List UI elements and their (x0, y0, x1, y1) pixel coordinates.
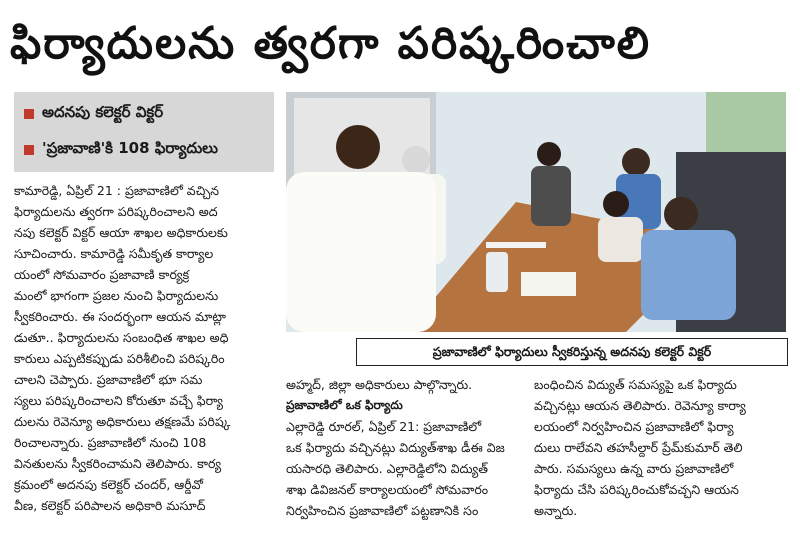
headline: ఫిర్యాదులను త్వరగా పరిష్కరించాలి (10, 18, 652, 69)
meeting-photo-illustration (286, 92, 786, 332)
article-line: శాఖ డివిజనల్ కార్యాలయంలో సోమవారం (286, 482, 489, 497)
article-line: అహ్మద్, జిల్లా అధికారులు పాల్గొన్నారు. (286, 377, 473, 392)
article-line: పారు. సమస్యలు ఉన్న వారు ప్రజావాణిలో (534, 461, 734, 476)
article-line: క్రమంలో అదనపు కలెక్టర్ చందర్, ఆర్డీవో (14, 477, 204, 492)
article-line: వినతులను స్వీకరించామని తెలిపారు. కార్య (14, 456, 222, 471)
article-line: వీణ, కలెక్టర్ పరిపాలన అధికారి మసూద్ (14, 498, 206, 513)
deck-item (14, 132, 274, 168)
deck-item (14, 96, 274, 132)
deck-line-2: 'ప్రజావాణి'కి 108 ఫిర్యాదులు (42, 139, 218, 157)
article-line: నిర్వహించిన ప్రజావాణిలో పట్టణానికి సం (286, 503, 479, 518)
article-line: ఎల్లారెడ్డి రూరల్, ఏప్రిల్ 21: ప్రజావాణిలో (286, 419, 482, 434)
article-line: దులను రెవెన్యూ అధికారులు తక్షణమే పరిష్క (14, 414, 231, 429)
article-line: కారులు ఎప్పటికప్పుడు పరిశీలించి పరిష్కరిం (14, 351, 225, 366)
article-line: దులు రాలేవని తహసీల్దార్ ప్రేమ్‌కుమార్ తెలి (534, 440, 743, 455)
article-line: నపు కలెక్టర్ విక్టర్ ఆయా శాఖల అధికారులకు (14, 225, 228, 240)
article-line: మంలో భాగంగా ప్రజల నుంచి ఫిర్యాదులను (14, 288, 219, 303)
deck-line-1: అదనపు కలెక్టర్ విక్టర్ (42, 103, 164, 121)
news-photo (286, 92, 786, 332)
article-line: రించాలన్నారు. ప్రజావాణిలో నుంచి 108 (14, 435, 207, 450)
article-line: అన్నారు. (534, 503, 578, 518)
article-column-1 (14, 180, 278, 520)
article-line: ఒక ఫిర్యాదు వచ్చినట్లు విద్యుత్‌శాఖ డీఈ విజ (286, 440, 505, 455)
photo-caption: ప్రజావాణిలో ఫిర్యాదులు స్వీకరిస్తున్న అదనపు కలెక్టర్ విక్టర్ (356, 338, 788, 366)
article-column-3 (534, 374, 788, 524)
article-line: డుతూ.. ఫిర్యాదులను సంబంధిత శాఖల అధి (14, 330, 229, 345)
article-line: ఫిర్యాదులను త్వరగా పరిష్కరించాలని అద (14, 204, 218, 219)
article-column-2 (286, 374, 526, 524)
article-line: లయంలో నిర్వహించిన ప్రజావాణిలో ఫిర్యా (534, 419, 734, 434)
article-line: యంలో సోమవారం ప్రజావాణి కార్యక్ర (14, 267, 190, 282)
article-line: స్వీకరించారు. ఈ సందర్భంగా ఆయన మాట్లా (14, 309, 226, 324)
article-line: కామారెడ్డి, ఏప్రిల్ 21 : ప్రజావాణిలో వచ్చిన (14, 183, 220, 198)
article-line: యసారధి తెలిపారు. ఎల్లారెడ్డిలోని విద్యుత్ (286, 461, 488, 476)
bullet-square-icon (24, 145, 34, 155)
article-line: స్యలు పరిష్కరించాలని కోరుతూ వచ్చే ఫిర్యా (14, 393, 224, 408)
article-line: బంధించిన విద్యుత్ సమస్యపై ఒక ఫిర్యాదు (534, 377, 737, 392)
subheading: ప్రజావాణిలో ఒక ఫిర్యాదు (286, 398, 403, 412)
article-line: ఫిర్యాదు చేసి పరిష్కరించుకోవచ్చని ఆయన (534, 482, 739, 497)
bullet-square-icon (24, 109, 34, 119)
article-line: సూచించారు. కామారెడ్డి సమీకృత కార్యాల (14, 246, 214, 261)
article-line: వచ్చినట్లు ఆయన తెలిపారు. రెవెన్యూ కార్యా (534, 398, 746, 413)
article-line: చాలని చెప్పారు. ప్రజావాణిలో భూ సమ (14, 372, 203, 387)
deck-box (14, 92, 274, 172)
